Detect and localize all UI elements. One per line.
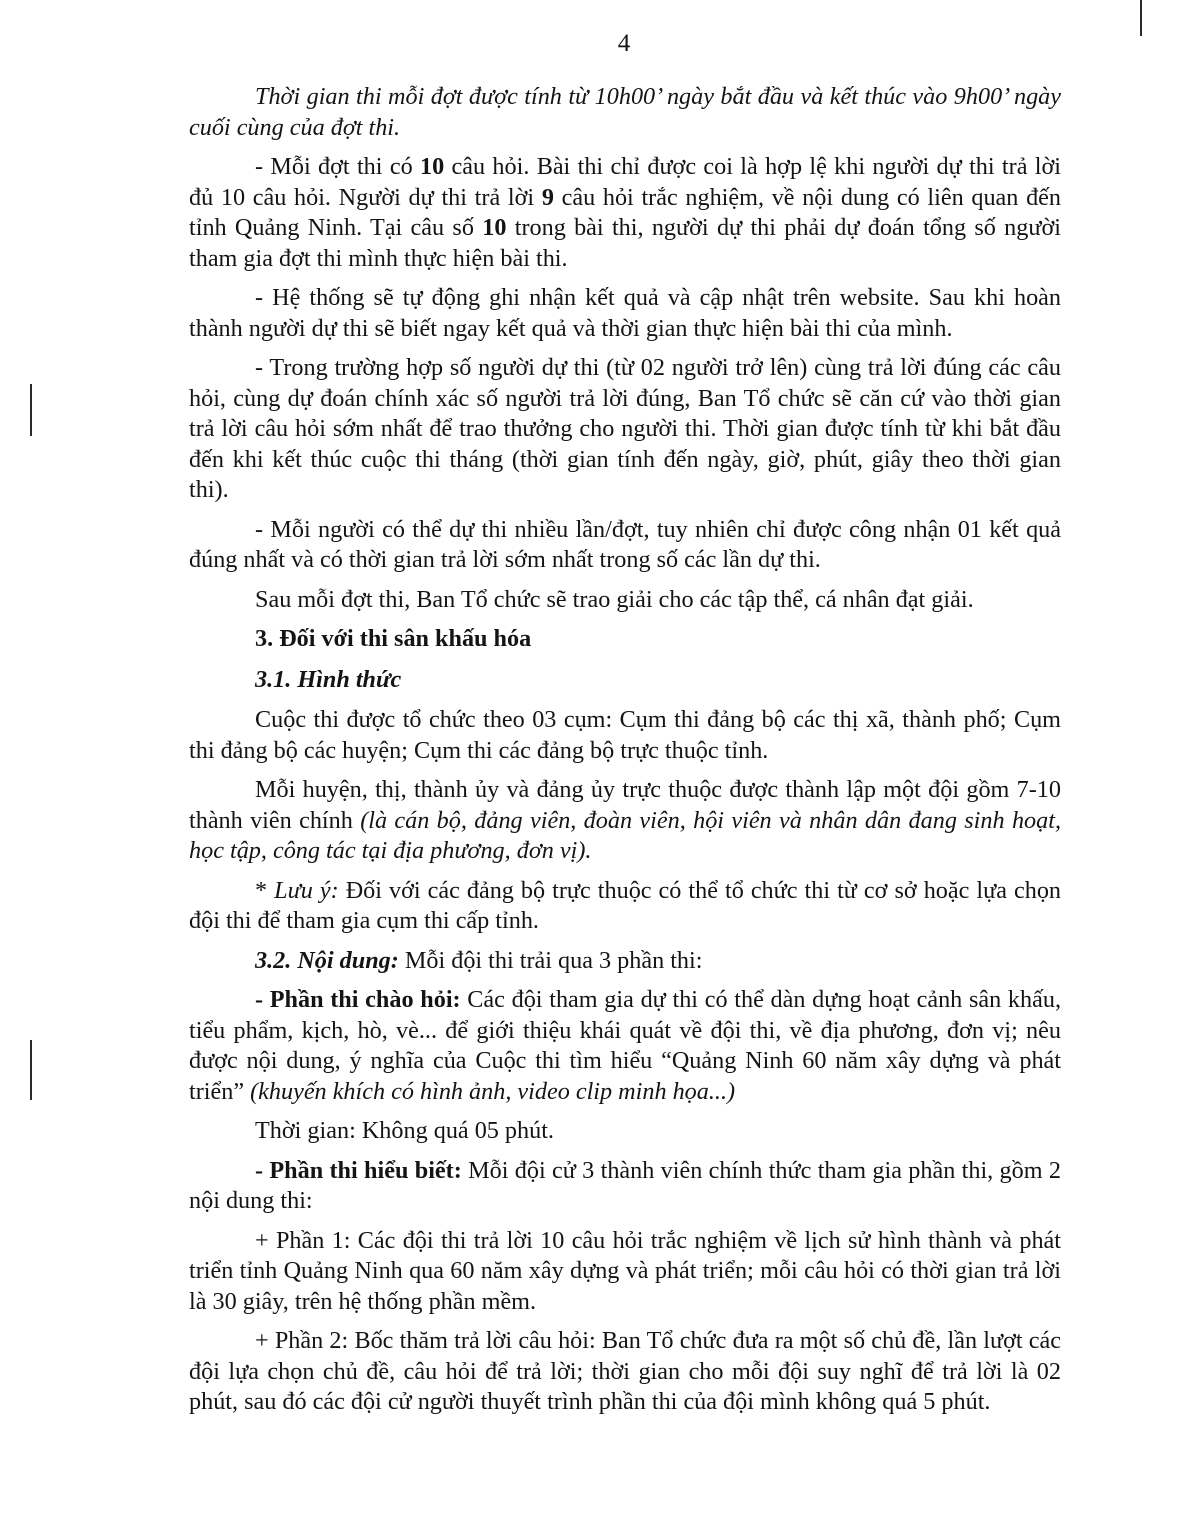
text-run: Mỗi huyện, thị, thành ủy và đảng ủy trực thuộc được thành lập một đội gồm 7-10 thành viên chính xyxy=(189,776,1061,834)
paragraph-part-2 xyxy=(189,1326,1061,1418)
text-run: trong bài thi, người dự thi phải dự đoán tổng số người tham gia đợt thi mình thực hiện bài thi. xyxy=(189,214,1061,272)
paragraph-questions-per-round xyxy=(189,152,1061,274)
paragraph-tie-break xyxy=(189,353,1061,506)
bold-number: 10 xyxy=(482,214,507,241)
text-run: - Hệ thống sẽ tự động ghi nhận kết quả và cập nhật trên website. Sau khi hoàn thành người dự thi sẽ biết ngay kết quả và thời gian thực hiện bài thi của mình. xyxy=(189,284,1061,342)
bold-number: 9 xyxy=(541,183,554,211)
paragraph-knowledge-round xyxy=(189,1156,1061,1217)
paragraph-content-intro xyxy=(189,946,1061,977)
note-label: Lưu ý: xyxy=(274,876,339,904)
text-run: + Phần 2: Bốc thăm trả lời câu hỏi: Ban Tổ chức đưa ra một số chủ đề, lần lượt các đội lựa chọn chủ đề, câu hỏi để trả lời; thời gian cho mỗi đội suy nghĩ để trả lời là 02 phút, sau đó các đội cử người thuyết trình phần thi của đội mình không quá 5 phút. xyxy=(189,1327,1061,1415)
note-prefix: * xyxy=(255,876,275,904)
text-run: Mỗi đội thi trải qua 3 phần thi: xyxy=(398,946,703,974)
paragraph-team-composition xyxy=(189,775,1061,867)
text-run: câu hỏi. Bài thi chỉ được coi là hợp lệ khi người dự thi trả lời đủ 10 câu hỏi. Người dự thi trả lời xyxy=(189,153,1062,211)
text-run: - Mỗi đợt thi có xyxy=(255,153,420,180)
heading-text: 3. Đối với thi sân khấu hóa xyxy=(255,625,532,652)
paragraph-greeting-time xyxy=(189,1116,1061,1147)
subsection-heading-format xyxy=(189,665,1061,696)
scan-edge-mark-left-2 xyxy=(30,1040,32,1100)
text-run: Đối với các đảng bộ trực thuộc có thể tổ chức thi từ cơ sở hoặc lựa chọn đội thi để tham gia cụm thi cấp tỉnh. xyxy=(189,876,1062,934)
page-number: 4 xyxy=(617,30,631,57)
text-run: Mỗi đội cử 3 thành viên chính thức tham gia phần thi, gồm 2 nội dung thi: xyxy=(189,1156,1061,1214)
paragraph-multiple-attempts xyxy=(189,515,1061,576)
paragraph-exam-time xyxy=(189,82,1061,143)
italic-run: (là cán bộ, đảng viên, đoàn viên, hội viên và nhân dân đang sinh hoạt, học tập, công tác tại địa phương, đơn vị). xyxy=(189,806,1061,864)
round-label-knowledge: - Phần thi hiểu biết: xyxy=(255,1156,462,1184)
paragraph-part-1 xyxy=(189,1226,1061,1318)
scan-edge-mark-left-1 xyxy=(30,384,32,436)
text-run: - Mỗi người có thể dự thi nhiều lần/đợt, tuy nhiên chỉ được công nhận 01 kết quả đúng nhất và có thời gian trả lời sớm nhất trong số các lần dự thi. xyxy=(189,515,1061,573)
text-run: Thời gian: Không quá 05 phút. xyxy=(255,1117,554,1144)
paragraph-note xyxy=(189,876,1061,937)
subheading-text: 3.1. Hình thức xyxy=(255,665,402,693)
text-run: Các đội tham gia dự thi có thể dàn dựng hoạt cảnh sân khấu, tiểu phẩm, kịch, hò, vè... để giới thiệu khái quát về đội thi, về địa phương, đơn vị; nêu được nội dung, ý nghĩa của Cuộc thi tìm hiểu “Quảng Ninh 60 năm xây dựng và phát triển” xyxy=(189,986,1061,1105)
round-label-greeting: - Phần thi chào hỏi: xyxy=(255,986,461,1013)
text-run: Cuộc thi được tổ chức theo 03 cụm: Cụm thi đảng bộ các thị xã, thành phố; Cụm thi đảng bộ các huyện; Cụm thi các đảng bộ trực thuộc tỉnh. xyxy=(189,706,1061,764)
document-body xyxy=(189,82,1061,1427)
paragraph-clusters xyxy=(189,705,1061,766)
paragraph-system-recording xyxy=(189,283,1061,344)
section-heading-stage-contest xyxy=(189,624,1061,655)
italic-run: (khuyến khích có hình ảnh, video clip minh họa...) xyxy=(250,1077,736,1105)
bold-number: 10 xyxy=(420,153,445,180)
text-run: - Trong trường hợp số người dự thi (từ 02 người trở lên) cùng trả lời đúng các câu hỏi, cùng dự đoán chính xác số người trả lời đúng, Ban Tổ chức sẽ căn cứ vào thời gian trả lời câu hỏi sớm nhất để trao thưởng cho người thi. Thời gian được tính từ khi bắt đầu đến khi kết thúc cuộc thi tháng (thời gian tính đến ngày, giờ, phút, giây theo thời gian thi). xyxy=(189,354,1061,503)
text-run: câu hỏi trắc nghiệm, về nội dung có liên quan đến tỉnh Quảng Ninh. Tại câu số xyxy=(189,183,1062,241)
paragraph-greeting-round xyxy=(189,985,1061,1107)
paragraph-awards xyxy=(189,585,1061,616)
exam-time-text: Thời gian thi mỗi đợt được tính từ 10h00’ ngày bắt đầu và kết thúc vào 9h00’ ngày cuối cùng của đợt thi. xyxy=(189,83,1061,141)
subsection-label-content: 3.2. Nội dung: xyxy=(255,946,399,974)
text-run: + Phần 1: Các đội thi trả lời 10 câu hỏi trắc nghiệm về lịch sử hình thành và phát triển tỉnh Quảng Ninh qua 60 năm xây dựng và phát triển; mỗi câu hỏi có thời gian trả lời là 30 giây, trên hệ thống phần mềm. xyxy=(189,1226,1061,1315)
text-run: Sau mỗi đợt thi, Ban Tổ chức sẽ trao giải cho các tập thể, cá nhân đạt giải. xyxy=(255,585,974,613)
